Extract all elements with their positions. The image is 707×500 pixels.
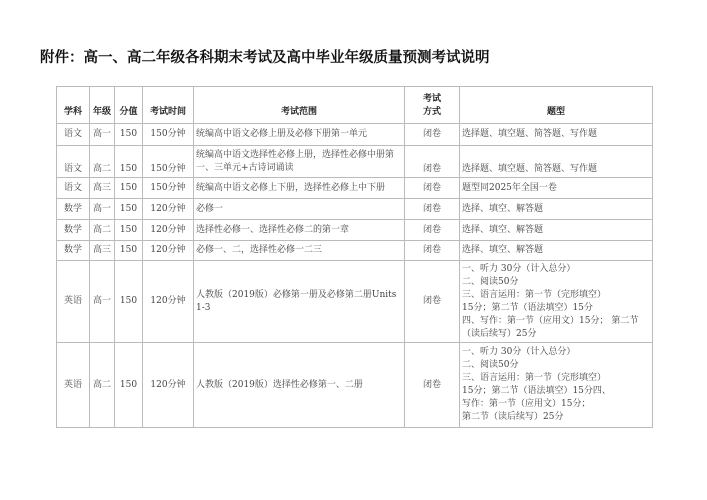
table-row — [57, 261, 653, 343]
cell-duration: 120分钟 — [143, 261, 194, 343]
cell-question-types: 一、听力 30分（计入总分） 二、阅读50分 三、语言运用：第一节（完形填空） 15分；第二节（语法填空）15分 四、写作：第一节（应用文）15分； 第二节（读后续写）25分 — [460, 261, 653, 343]
table-row — [57, 146, 653, 178]
cell-subject: 数学 — [57, 220, 90, 241]
cell-score: 150 — [115, 124, 143, 146]
cell-scope: 必修一、二，选择性必修一二三 — [194, 241, 405, 261]
cell-subject: 英语 — [57, 261, 90, 343]
cell-score: 150 — [115, 199, 143, 220]
cell-scope: 选择性必修一、选择性必修二的第一章 — [194, 220, 405, 241]
cell-grade: 高三 — [90, 178, 115, 199]
cell-duration: 120分钟 — [143, 220, 194, 241]
header-scope: 考试范围 — [194, 87, 405, 124]
cell-grade: 高三 — [90, 241, 115, 261]
table-row — [57, 343, 653, 428]
header-question-types: 题型 — [460, 87, 653, 124]
cell-score: 150 — [115, 241, 143, 261]
cell-subject: 语文 — [57, 124, 90, 146]
cell-score: 150 — [115, 178, 143, 199]
page-title: 附件：高一、高二年级各科期末考试及高中毕业年级质量预测考试说明 — [40, 50, 490, 66]
table-header-row — [57, 87, 653, 124]
cell-score: 150 — [115, 261, 143, 343]
header-method: 考试 方式 — [405, 87, 460, 124]
cell-grade: 高一 — [90, 124, 115, 146]
cell-grade: 高二 — [90, 220, 115, 241]
cell-scope: 人教版（2019版）必修第一册及必修第二册Units 1-3 — [194, 261, 405, 343]
cell-question-types: 选择题、填空题、简答题、写作题 — [460, 146, 653, 178]
cell-subject: 数学 — [57, 199, 90, 220]
cell-method: 闭卷 — [405, 220, 460, 241]
header-duration: 考试时间 — [143, 87, 194, 124]
cell-subject: 语文 — [57, 178, 90, 199]
header-score: 分值 — [115, 87, 143, 124]
table-row — [57, 220, 653, 241]
table-row — [57, 199, 653, 220]
cell-duration: 120分钟 — [143, 343, 194, 428]
table-row — [57, 178, 653, 199]
header-grade: 年级 — [90, 87, 115, 124]
cell-duration: 120分钟 — [143, 241, 194, 261]
cell-duration: 150分钟 — [143, 146, 194, 178]
cell-question-types: 选择题、填空题、简答题、写作题 — [460, 124, 653, 146]
table-row — [57, 124, 653, 146]
cell-question-types: 题型同2025年全国一卷 — [460, 178, 653, 199]
cell-score: 150 — [115, 220, 143, 241]
cell-subject: 英语 — [57, 343, 90, 428]
cell-question-types: 选择、填空、解答题 — [460, 220, 653, 241]
cell-duration: 150分钟 — [143, 178, 194, 199]
cell-question-types: 选择、填空、解答题 — [460, 199, 653, 220]
cell-method: 闭卷 — [405, 124, 460, 146]
cell-scope: 统编高中语文必修上册及必修下册第一单元 — [194, 124, 405, 146]
cell-scope: 人教版（2019版）选择性必修第一、二册 — [194, 343, 405, 428]
exam-info-table — [56, 86, 653, 428]
cell-method: 闭卷 — [405, 178, 460, 199]
cell-method: 闭卷 — [405, 261, 460, 343]
header-subject: 学科 — [57, 87, 90, 124]
cell-method: 闭卷 — [405, 199, 460, 220]
cell-subject: 语文 — [57, 146, 90, 178]
cell-grade: 高一 — [90, 199, 115, 220]
cell-question-types: 一、听力 30分（计入总分） 二、阅读50分 三、语言运用：第一节（完形填空） 15分；第二节（语法填空）15分四、 写作：第一节（应用文）15分； 第二节（读后续写）25分 — [460, 343, 653, 428]
cell-question-types: 选择、填空、解答题 — [460, 241, 653, 261]
cell-method: 闭卷 — [405, 241, 460, 261]
cell-grade: 高二 — [90, 146, 115, 178]
table-row — [57, 241, 653, 261]
cell-duration: 150分钟 — [143, 124, 194, 146]
cell-method: 闭卷 — [405, 343, 460, 428]
cell-scope: 统编高中语文选择性必修上册，选择性必修中册第一、三单元+古诗词诵读 — [194, 146, 405, 178]
cell-subject: 数学 — [57, 241, 90, 261]
cell-grade: 高二 — [90, 343, 115, 428]
cell-duration: 120分钟 — [143, 199, 194, 220]
cell-grade: 高一 — [90, 261, 115, 343]
cell-method: 闭卷 — [405, 146, 460, 178]
cell-scope: 必修一 — [194, 199, 405, 220]
cell-score: 150 — [115, 343, 143, 428]
cell-score: 150 — [115, 146, 143, 178]
cell-scope: 统编高中语文必修上下册，选择性必修上中下册 — [194, 178, 405, 199]
